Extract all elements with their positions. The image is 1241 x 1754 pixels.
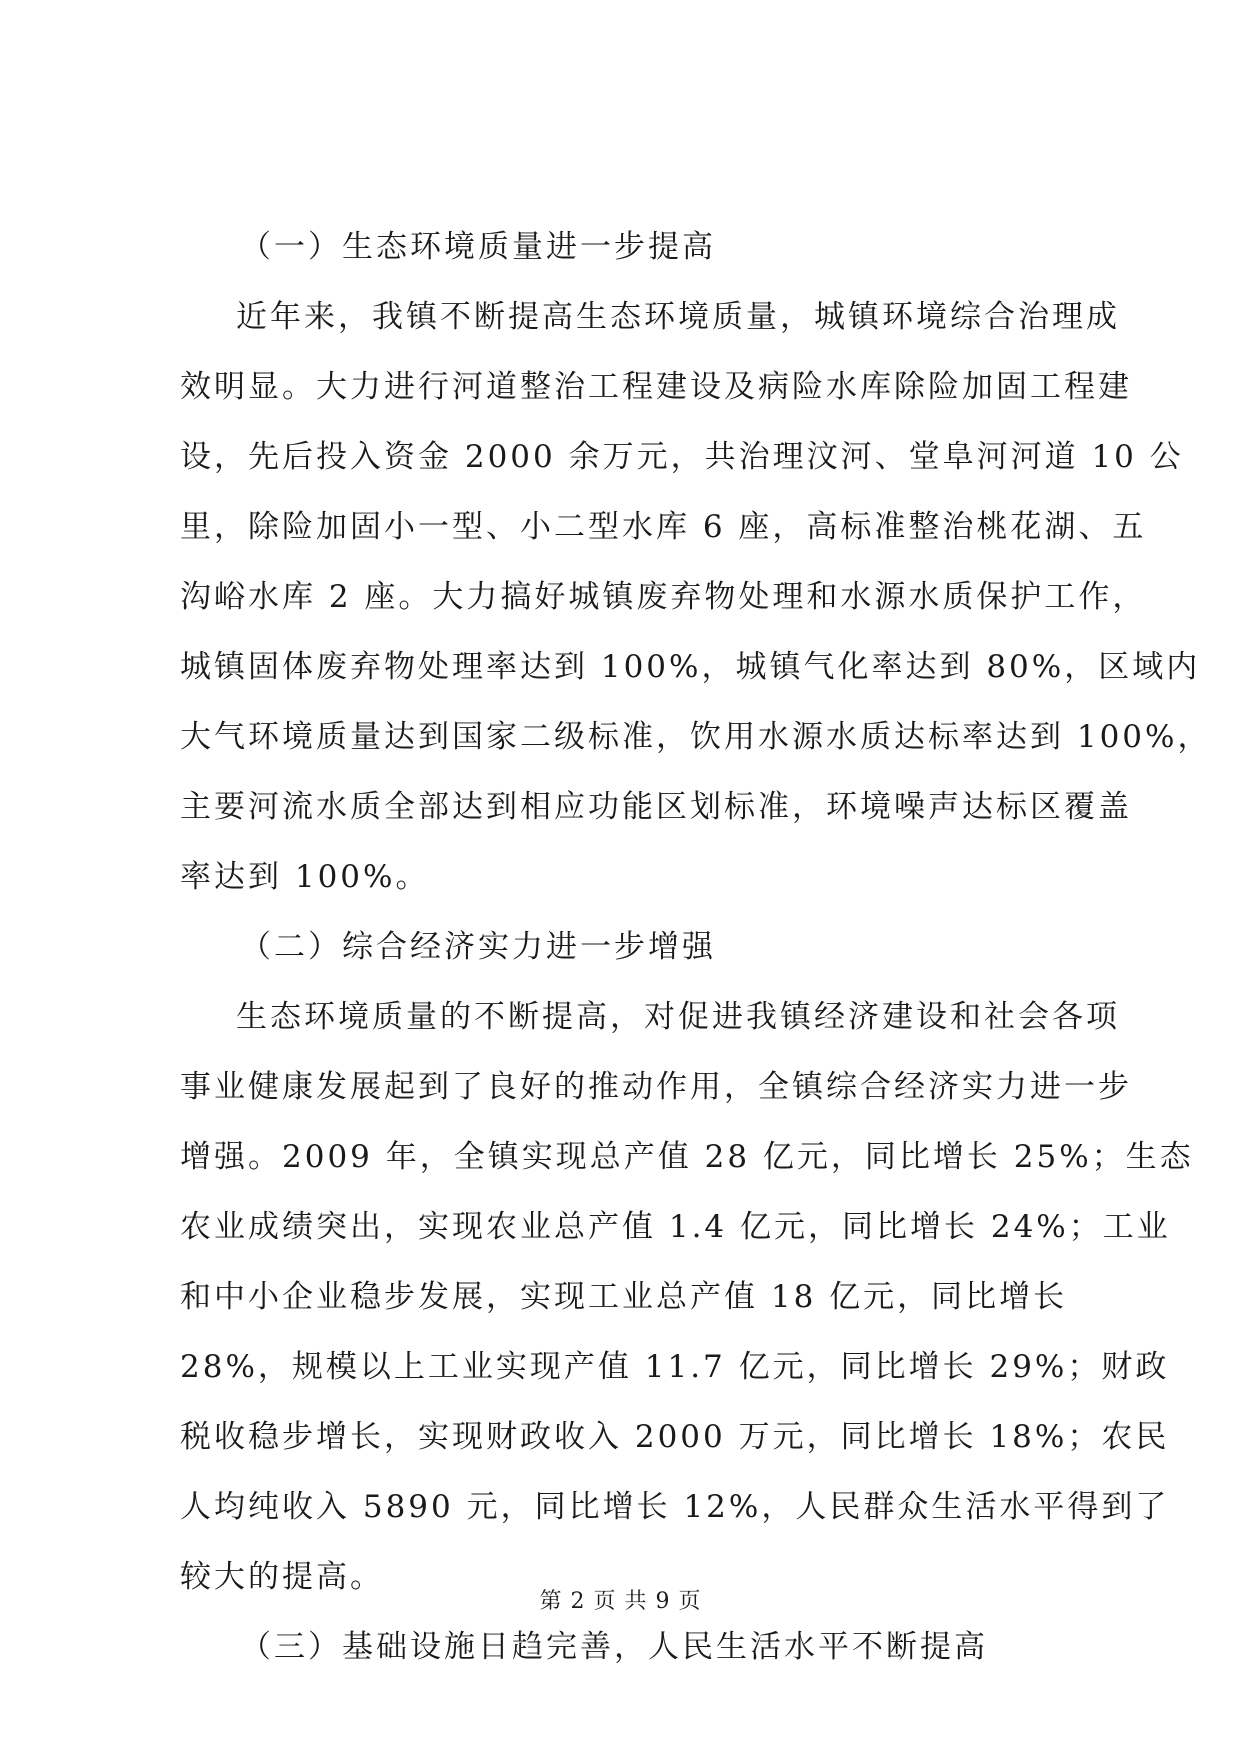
section-3-heading: （三）基础设施日趋完善，人民生活水平不断提高 (240, 1629, 988, 1665)
section-1-line: 城镇固体废弃物处理率达到 100%，城镇气化率达到 80%，区域内 (180, 649, 1201, 685)
section-2-line: 较大的提高。 (180, 1559, 384, 1595)
section-2-line: 生态环境质量的不断提高，对促进我镇经济建设和社会各项 (236, 999, 1120, 1035)
section-1-line: 里，除险加固小一型、小二型水库 6 座，高标准整治桃花湖、五 (180, 509, 1147, 545)
section-2-line: 和中小企业稳步发展，实现工业总产值 18 亿元，同比增长 (180, 1279, 1068, 1315)
section-2-line: 事业健康发展起到了良好的推动作用，全镇综合经济实力进一步 (180, 1069, 1132, 1105)
page-number-footer: 第 2 页 共 9 页 (539, 1589, 702, 1614)
section-2-line: 28%，规模以上工业实现产值 11.7 亿元，同比增长 29%；财政 (180, 1349, 1170, 1385)
section-1-line: 效明显。大力进行河道整治工程建设及病险水库除险加固工程建 (180, 369, 1132, 405)
section-1-line: 近年来，我镇不断提高生态环境质量，城镇环境综合治理成 (236, 299, 1120, 335)
section-1-line: 大气环境质量达到国家二级标准，饮用水源水质达标率达到 100%， (180, 719, 1212, 755)
section-2-line: 税收稳步增长，实现财政收入 2000 万元，同比增长 18%；农民 (180, 1419, 1170, 1455)
section-1-line: 沟峪水库 2 座。大力搞好城镇废弃物处理和水源水质保护工作， (180, 579, 1147, 615)
section-2-line: 人均纯收入 5890 元，同比增长 12%，人民群众生活水平得到了 (180, 1489, 1170, 1525)
section-2-line: 农业成绩突出，实现农业总产值 1.4 亿元，同比增长 24%；工业 (180, 1209, 1171, 1245)
section-1-line: 率达到 100%。 (180, 859, 430, 895)
section-1-line: 设，先后投入资金 2000 余万元，共治理汶河、堂阜河河道 10 公 (180, 439, 1184, 475)
section-2-line: 增强。2009 年，全镇实现总产值 28 亿元，同比增长 25%；生态 (180, 1139, 1194, 1175)
document-body (180, 227, 1212, 1667)
section-1-heading: （一）生态环境质量进一步提高 (240, 229, 716, 265)
section-2-heading: （二）综合经济实力进一步增强 (240, 929, 716, 965)
section-1-line: 主要河流水质全部达到相应功能区划标准，环境噪声达标区覆盖 (180, 789, 1132, 825)
